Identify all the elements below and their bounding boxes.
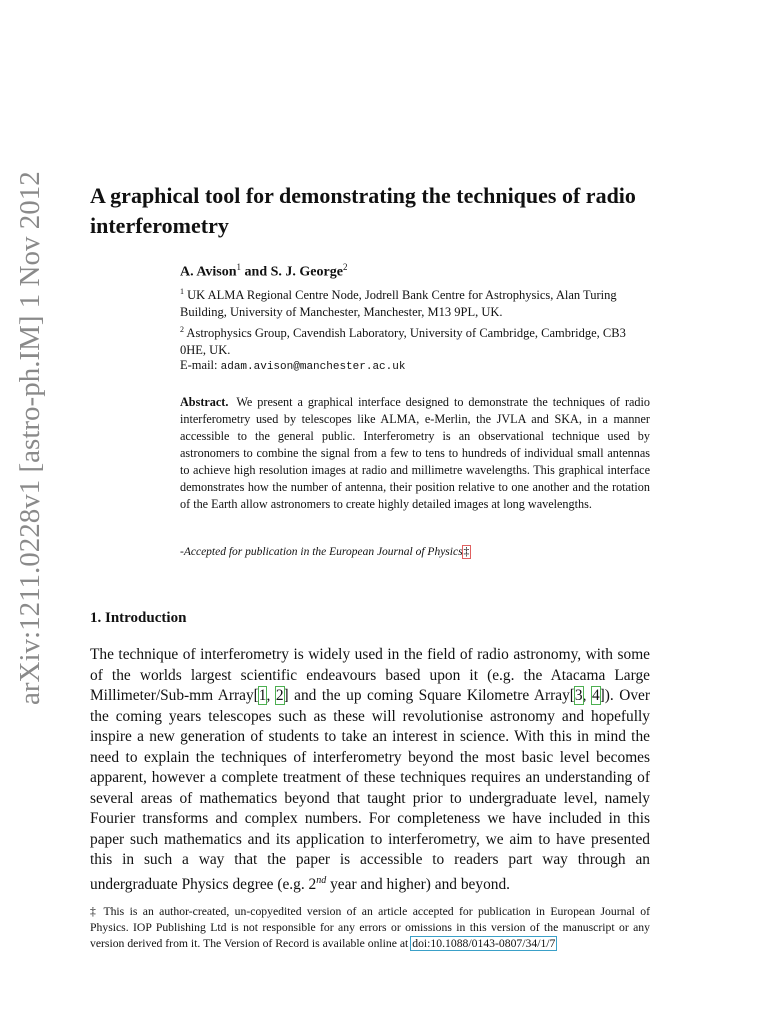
citation-link[interactable]: 4 <box>591 687 600 704</box>
footnote-mark: ‡ <box>90 905 99 918</box>
affiliation <box>180 283 650 321</box>
publication-note-text: -Accepted for publication in the European Journal of Physics <box>180 546 463 558</box>
ordinal-suffix: nd <box>316 874 327 886</box>
author-affiliation-mark: 2 <box>342 262 348 272</box>
intro-text: ]). Over the coming years telescopes such as these will revolutionise astronomy and hopefully inspire a new generation of students to take an interest in science. With this in mind the need to explain the techniques of interferometry beyond the most basic level becomes apparent, however a complete treatment of these techniques requires an understanding of several areas of mathematics beyond that taught prior to undergraduate level, namely Fourier transforms and complex numbers. For completeness we have included in this paper such mathematics and its application to interferometry, we aim to have presented this in such a way that the paper is accessible to readers part way through an undergraduate Physics degree (e.g. 2 <box>90 687 651 893</box>
intro-text: The technique of interferometry is widely used in the field of radio astronomy, with some of the worlds largest scientific endeavours based upon it (e.g. the Atacama Large Millimeter/Sub-mm Array[ <box>90 646 650 704</box>
footnote <box>90 904 650 952</box>
citation-separator: , <box>582 687 592 704</box>
contact-email <box>180 358 405 373</box>
intro-text: ] and the up coming Square Kilometre Array[ <box>283 687 575 704</box>
arxiv-identifier-stamp: arXiv:1211.0228v1 [astro-ph.IM] 1 Nov 2012 <box>14 171 46 705</box>
affiliation-text: Astrophysics Group, Cavendish Laboratory, University of Cambridge, Cambridge, CB3 0HE, UK. <box>180 326 626 358</box>
abstract-text: We present a graphical interface designed to demonstrate the techniques of radio interferometry used by telescopes like ALMA, e-Merlin, the JVLA and SKA, in a manner accessible to the general public. Interferometry is an observational technique used by astronomers to combine the signal from a few to tens to hundreds of individual small antennas to achieve high resolution images at radio and millimetre wavelengths. This graphical interface demonstrates how the number of antenna, their position relative to one another and the rotation of the Earth allow astronomers to create highly detailed images at long wavelengths. <box>180 395 650 511</box>
affiliations <box>180 283 650 359</box>
paper-title: A graphical tool for demonstrating the techniques of radio interferometry <box>90 183 636 238</box>
author-affiliation-mark: 1 <box>236 262 242 272</box>
section-title: Introduction <box>105 610 187 626</box>
citation-link[interactable]: 2 <box>275 687 284 704</box>
author-conjunction: and <box>241 264 271 280</box>
affiliation-mark: 1 <box>180 287 184 296</box>
section-heading <box>90 610 186 627</box>
author-name: S. J. George <box>270 264 343 280</box>
citation-separator: , <box>266 687 276 704</box>
email-address: adam.avison@manchester.ac.uk <box>220 361 406 373</box>
citation-link[interactable]: 3 <box>574 687 583 704</box>
author-line <box>180 262 650 281</box>
section-number: 1. <box>90 610 102 626</box>
affiliation-mark: 2 <box>180 325 184 335</box>
footnote-text: This is an author-created, un-copyedited version of an article accepted for publication in European Journal of Physics. IOP Publishing Ltd is not responsible for any errors or omissions in this version of the manuscript or any version derived from it. The Version of Record is available online at <box>90 905 651 950</box>
affiliation-text: UK ALMA Regional Centre Node, Jodrell Bank Centre for Astrophysics, Alan Turing Building, University of Manchester, Manchester, M13 9PL, UK. <box>180 288 617 320</box>
publication-note <box>180 546 470 558</box>
author-name: A. Avison <box>180 264 237 280</box>
affiliation <box>180 321 650 359</box>
email-label: E-mail: <box>180 358 221 372</box>
introduction-paragraph <box>90 645 650 895</box>
intro-text: year and higher) and beyond. <box>326 875 510 893</box>
citation-link[interactable]: 1 <box>258 687 267 704</box>
abstract <box>180 394 650 513</box>
abstract-label: Abstract. <box>180 395 229 409</box>
footnote-link[interactable]: ‡ <box>463 546 470 558</box>
doi-link[interactable]: doi:10.1088/0143-0807/34/1/7 <box>412 937 556 950</box>
